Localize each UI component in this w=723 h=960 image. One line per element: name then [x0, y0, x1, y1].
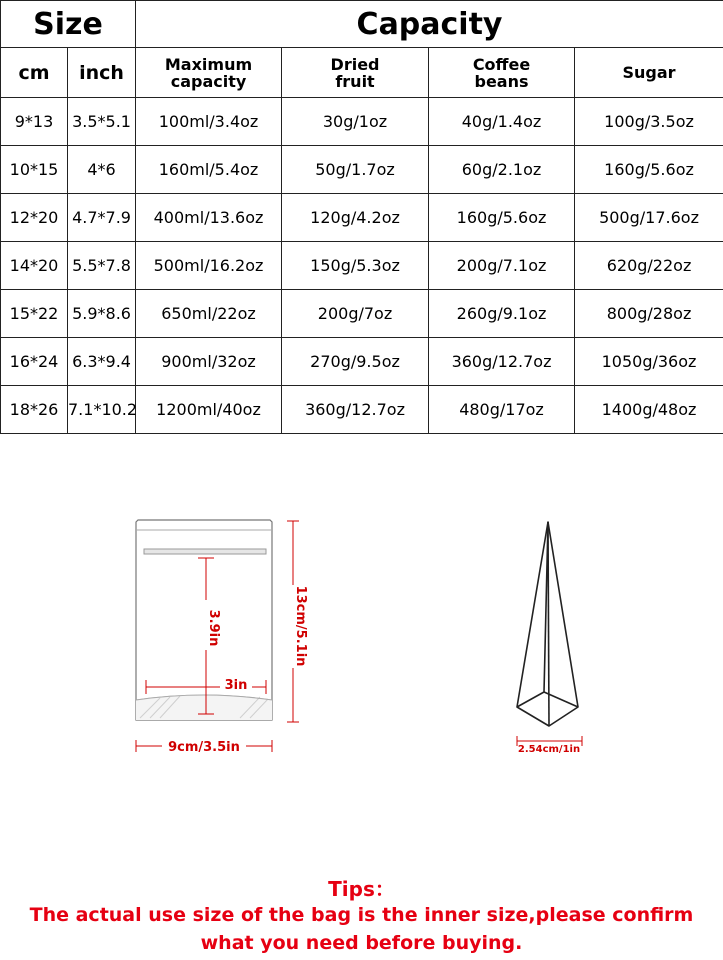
table-row — [1, 146, 723, 194]
cell-sugar: 500g/17.6oz — [575, 194, 723, 242]
col-header-sugar: Sugar — [575, 48, 723, 98]
cell-max-capacity: 100ml/3.4oz — [136, 98, 282, 146]
col-header-dried-line2: fruit — [335, 71, 375, 91]
cell-sugar: 1050g/36oz — [575, 338, 723, 386]
col-header-max-line2: capacity — [170, 71, 247, 91]
col-header-coffee-line2: beans — [474, 71, 529, 91]
cell-sugar: 620g/22oz — [575, 242, 723, 290]
cell-dried-fruit: 30g/1oz — [282, 98, 429, 146]
table-row — [1, 290, 723, 338]
outer-width-label: 9cm/3.5in — [168, 740, 240, 755]
size-capacity-table — [0, 0, 723, 434]
front-bag-outline — [136, 520, 272, 720]
col-header-dried-line1: Dried — [330, 54, 380, 74]
cell-inch: 5.9*8.6 — [68, 290, 136, 338]
col-header-max-line1: Maximum — [164, 54, 253, 74]
cell-inch: 3.5*5.1 — [68, 98, 136, 146]
cell-cm: 14*20 — [1, 242, 68, 290]
cell-cm: 15*22 — [1, 290, 68, 338]
inner-width-label: 3in — [224, 678, 248, 693]
cell-coffee-beans: 260g/9.1oz — [429, 290, 575, 338]
col-header-coffee-beans — [429, 48, 575, 98]
tips-line-1: The actual use size of the bag is the inner size,please confirm — [29, 904, 694, 926]
table-row — [1, 194, 723, 242]
cell-dried-fruit: 360g/12.7oz — [282, 386, 429, 434]
tips-title: Tips： — [328, 877, 395, 901]
cell-cm: 18*26 — [1, 386, 68, 434]
tips-line-2: what you need before buying. — [200, 932, 523, 954]
cell-inch: 6.3*9.4 — [68, 338, 136, 386]
cell-max-capacity: 500ml/16.2oz — [136, 242, 282, 290]
cell-dried-fruit: 270g/9.5oz — [282, 338, 429, 386]
cell-coffee-beans: 40g/1.4oz — [429, 98, 575, 146]
cell-sugar: 160g/5.6oz — [575, 146, 723, 194]
cell-inch: 4.7*7.9 — [68, 194, 136, 242]
bag-dimension-diagrams — [0, 500, 723, 770]
cell-cm: 9*13 — [1, 98, 68, 146]
cell-inch: 4*6 — [68, 146, 136, 194]
header-capacity: Capacity — [136, 1, 723, 48]
col-header-dried-fruit — [282, 48, 429, 98]
cell-coffee-beans: 360g/12.7oz — [429, 338, 575, 386]
cell-dried-fruit: 120g/4.2oz — [282, 194, 429, 242]
table-row — [1, 338, 723, 386]
cell-coffee-beans: 480g/17oz — [429, 386, 575, 434]
cell-max-capacity: 1200ml/40oz — [136, 386, 282, 434]
cell-inch: 5.5*7.8 — [68, 242, 136, 290]
cell-cm: 16*24 — [1, 338, 68, 386]
cell-dried-fruit: 200g/7oz — [282, 290, 429, 338]
cell-coffee-beans: 200g/7.1oz — [429, 242, 575, 290]
cell-cm: 12*20 — [1, 194, 68, 242]
cell-max-capacity: 400ml/13.6oz — [136, 194, 282, 242]
bottom-width-label: 2.54cm/1in — [517, 744, 581, 755]
cell-max-capacity: 650ml/22oz — [136, 290, 282, 338]
cell-sugar: 1400g/48oz — [575, 386, 723, 434]
table-row — [1, 98, 723, 146]
cell-dried-fruit: 150g/5.3oz — [282, 242, 429, 290]
cell-inch: 7.1*10.2 — [68, 386, 136, 434]
side-bag-outline — [517, 522, 578, 726]
outer-height-label: 13cm/5.1in — [293, 585, 308, 667]
cell-max-capacity: 900ml/32oz — [136, 338, 282, 386]
col-header-inch: inch — [68, 48, 136, 98]
table-row — [1, 242, 723, 290]
cell-coffee-beans: 60g/2.1oz — [429, 146, 575, 194]
inner-height-label: 3.9in — [206, 609, 221, 647]
col-header-coffee-line1: Coffee — [472, 54, 531, 74]
cell-sugar: 800g/28oz — [575, 290, 723, 338]
col-header-cm: cm — [1, 48, 68, 98]
header-size: Size — [1, 1, 136, 48]
col-header-max-capacity — [136, 48, 282, 98]
cell-dried-fruit: 50g/1.7oz — [282, 146, 429, 194]
cell-sugar: 100g/3.5oz — [575, 98, 723, 146]
table-row — [1, 386, 723, 434]
cell-max-capacity: 160ml/5.4oz — [136, 146, 282, 194]
cell-coffee-beans: 160g/5.6oz — [429, 194, 575, 242]
cell-cm: 10*15 — [1, 146, 68, 194]
